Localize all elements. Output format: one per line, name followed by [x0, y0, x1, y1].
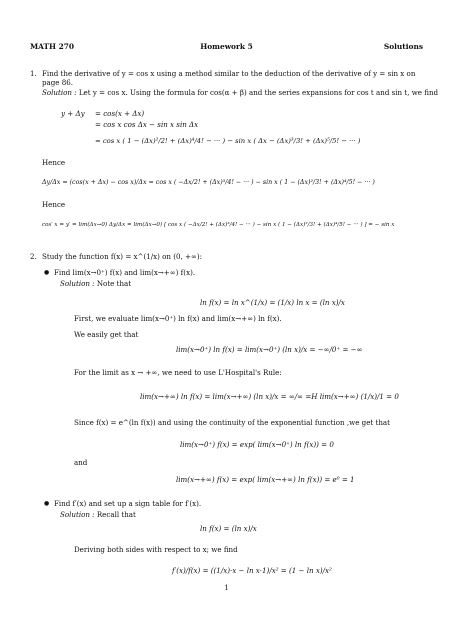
eq-c: lim(x→+∞) ln f(x) = lim(x→+∞) (ln x)/x = ∞/∞ =H lim(x→+∞) (1/x)/1 = 0: [140, 392, 399, 401]
solution-label: Solution :: [42, 88, 77, 97]
eq-d: lim(x→0⁺) f(x) = exp( lim(x→0⁺) ln f(x)) = 0: [180, 440, 334, 449]
problem-1-number: 1.: [30, 69, 37, 78]
course-label: MATH 270: [30, 42, 74, 51]
since-text: Since f(x) = e^(ln f(x)) and using the continuity of the exponential function ,we get that: [74, 418, 390, 427]
solution-text: Note that: [96, 279, 132, 288]
solution-text: Let y = cos x. Using the formula for cos(α + β) and the series expansions for cos t and sin t, we find: [78, 88, 439, 97]
eq4: Δy/Δx = (cos(x + Δx) − cos x)/Δx = cos x ( −Δx/2! + (Δx)³/4! − ··· ) − sin x ( 1 − (Δx)²/3! + (Δx)⁴/5! − ··· ): [42, 179, 375, 186]
eq1-rhs: = cos(x + Δx): [95, 109, 145, 118]
page-number: 1: [224, 583, 229, 592]
hence-1: Hence: [42, 158, 66, 167]
bullet-2-solution: [60, 510, 136, 519]
eq3-rhs: = cos x ( 1 − (Δx)²/2! + (Δx)⁴/4! − ··· ) − sin x ( Δx − (Δx)³/3! + (Δx)⁵/5! − ··· ): [95, 137, 361, 145]
problem-1-solution: [42, 88, 439, 97]
solution-label: Solution :: [60, 510, 95, 519]
easily-get: We easily get that: [74, 330, 139, 339]
eq2-rhs: = cos x cos Δx − sin x sin Δx: [95, 120, 199, 129]
problem-2-number: 2.: [30, 252, 37, 261]
solution-label: Solution :: [60, 279, 95, 288]
eq-e: lim(x→+∞) f(x) = exp( lim(x→+∞) ln f(x)) = e⁰ = 1: [176, 475, 355, 484]
eq-g: f′(x)/f(x) = ((1/x)·x − ln x·1)/x² = (1 − ln x)/x²: [172, 566, 332, 575]
bullet-1-text: Find lim(x→0⁺) f(x) and lim(x→+∞) f(x).: [54, 268, 196, 277]
assignment-title: Homework 5: [200, 42, 253, 51]
bullet-icon: ●: [44, 500, 50, 507]
solution-text: Recall that: [96, 510, 136, 519]
bullet-2-text: Find f′(x) and set up a sign table for f′(x).: [54, 499, 202, 508]
and-text: and: [74, 458, 88, 467]
eq-b: lim(x→0⁺) ln f(x) = lim(x→0⁺) (ln x)/x = −∞/0⁺ = −∞: [176, 345, 363, 354]
first-evaluate: First, we evaluate lim(x→0⁺) ln f(x) and lim(x→+∞) ln f(x).: [74, 314, 282, 323]
hence-2: Hence: [42, 200, 66, 209]
deriving-text: Deriving both sides with respect to x; we find: [74, 545, 238, 554]
eq1-lhs: y + Δy: [61, 109, 85, 118]
problem-1-question: Find the derivative of y = cos x using a method similar to the deduction of the derivative of y = sin x on page 86.: [42, 69, 416, 88]
bullet-icon: ●: [44, 269, 50, 276]
section-label: Solutions: [383, 42, 423, 51]
limit-text: For the limit as x → +∞, we need to use L'Hospital's Rule:: [74, 368, 282, 377]
eq5: cos′ x = y′ = lim(Δx→0) Δy/Δx = lim(Δx→0) [ cos x ( −Δx/2! + (Δx)³/4! − ··· ) − sin x ( 1 − (Δx)²/3! + (Δx)⁴/5! − ··· ) ] = − sin x: [42, 222, 395, 228]
eq-a: ln f(x) = ln x^(1/x) = (1/x) ln x = (ln x)/x: [200, 298, 345, 307]
eq-f: ln f(x) = (ln x)/x: [200, 524, 257, 533]
bullet-1-solution: [60, 279, 131, 288]
problem-2-question: Study the function f(x) = x^(1/x) on (0, +∞):: [42, 252, 203, 261]
